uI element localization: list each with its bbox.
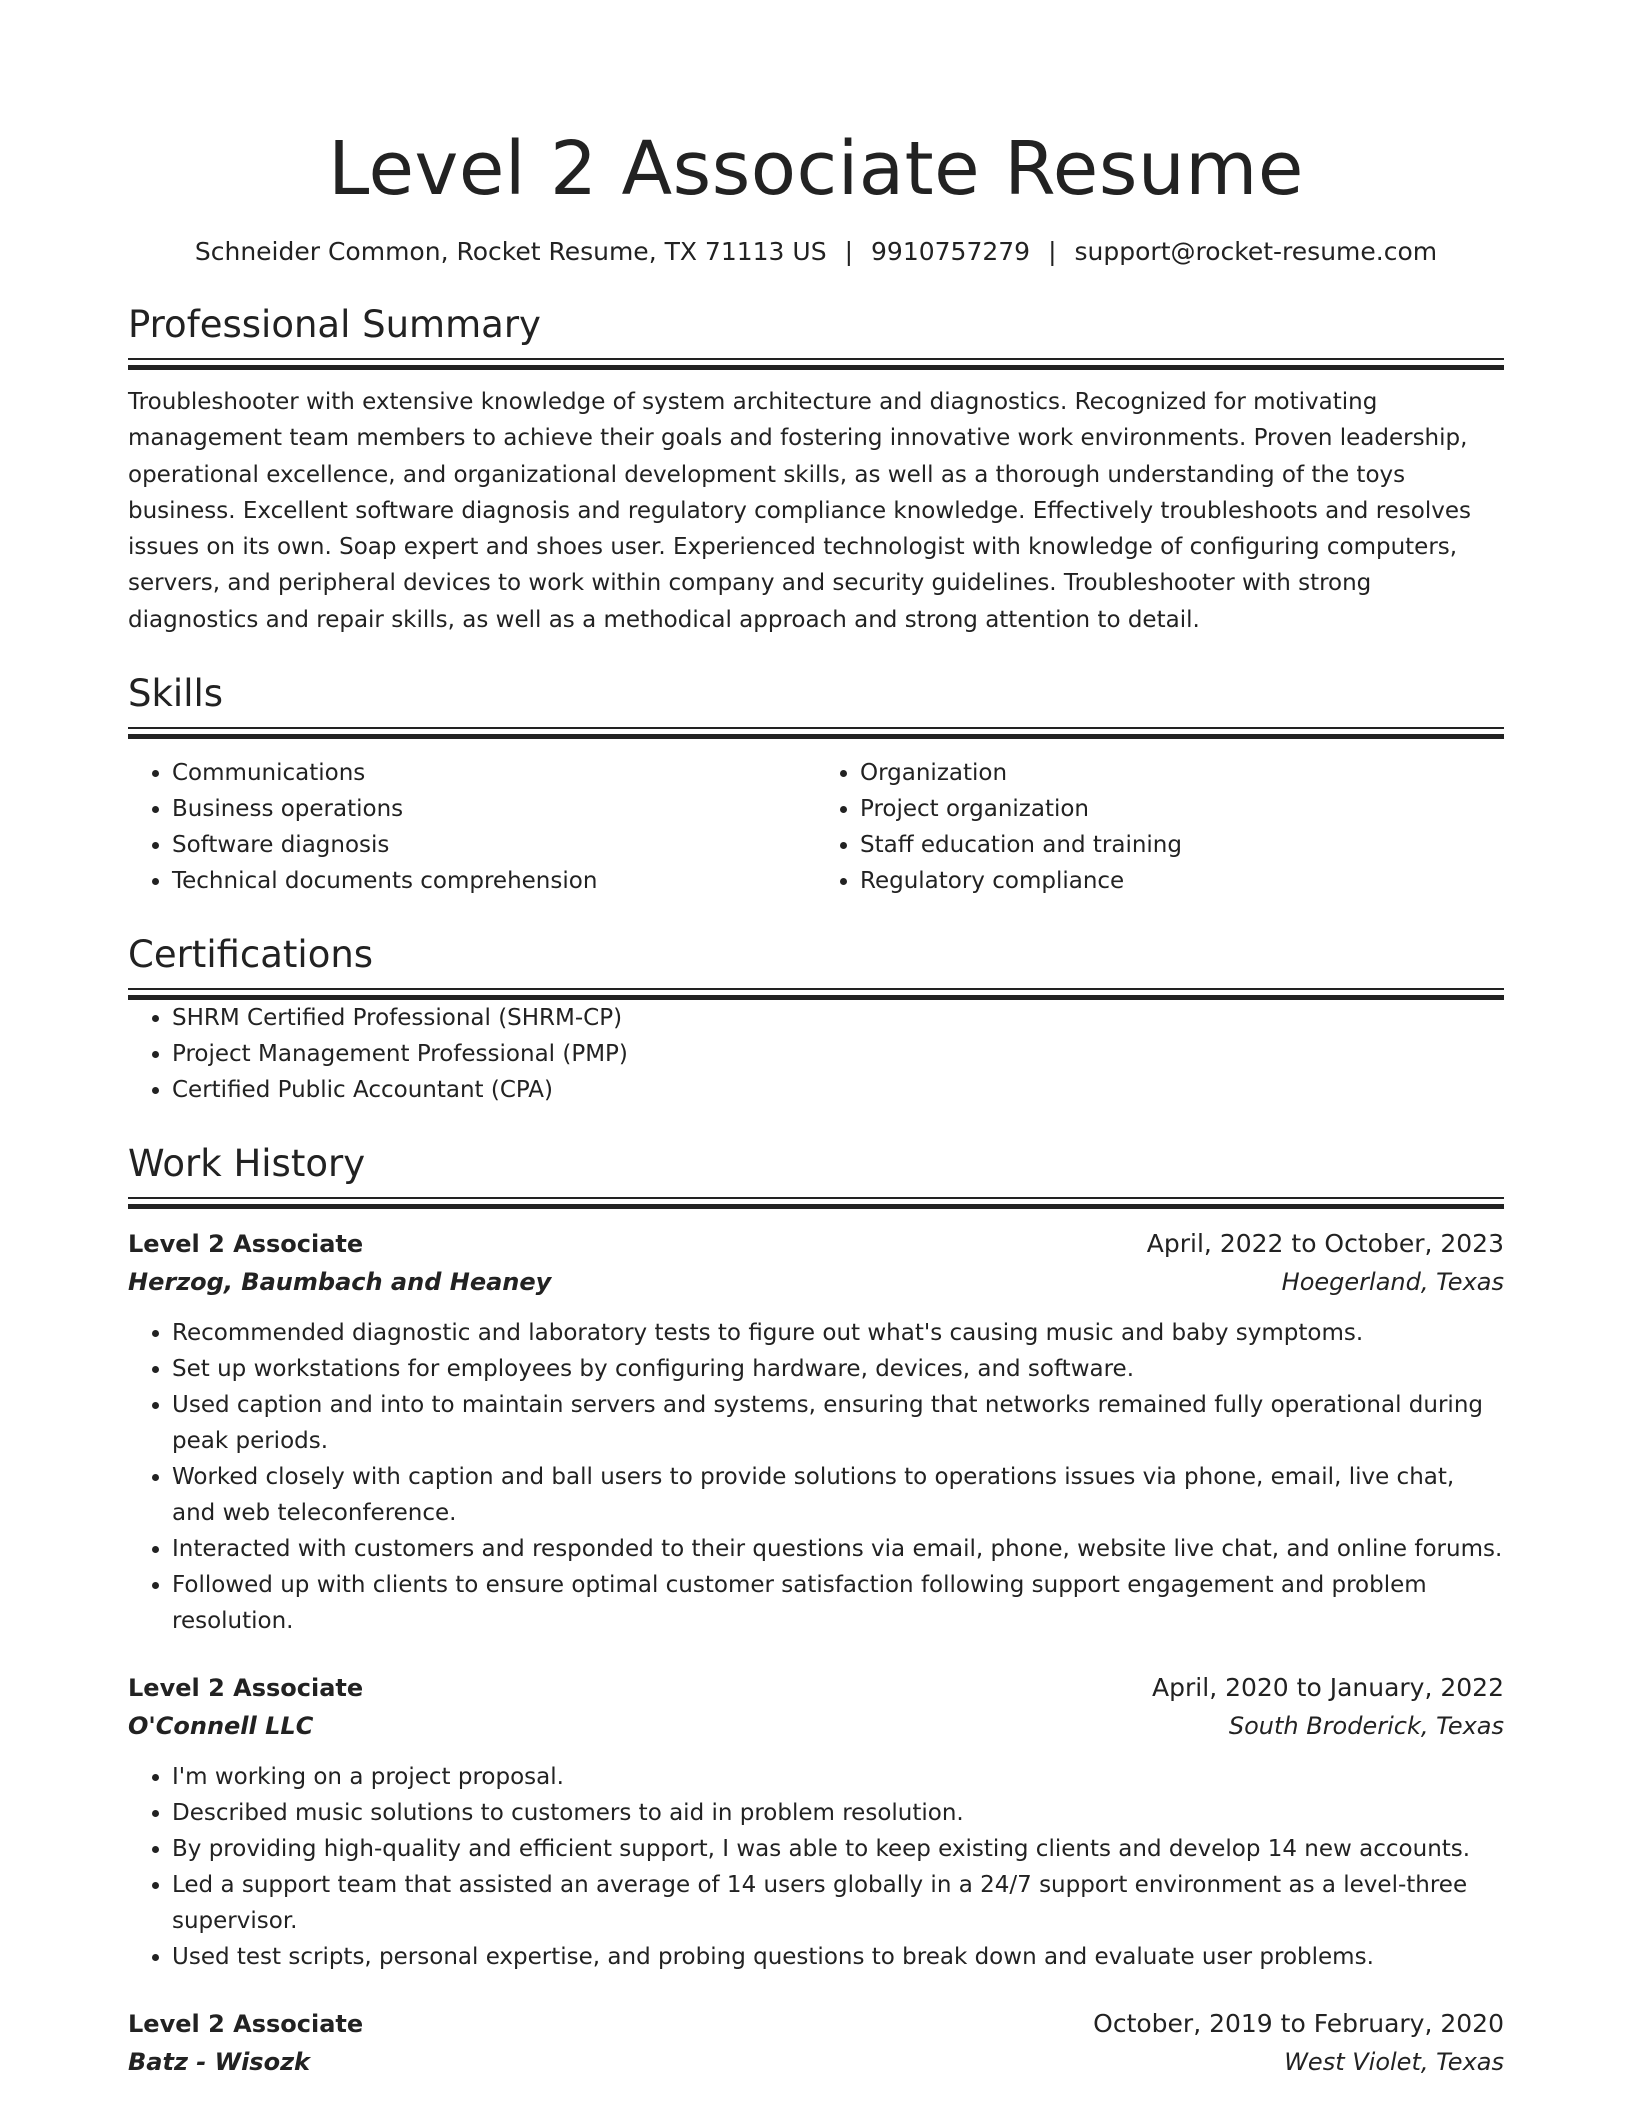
certification-item: • Project Management Professional (PMP) [172,1036,1504,1072]
skill-item: • Communications [172,755,816,791]
skills-grid [128,755,1504,899]
job-duty-item: • Described music solutions to customers to aid in problem resolution. [172,1795,1504,1831]
contact-email: support@rocket-resume.com [1074,237,1438,266]
skill-item: • Software diagnosis [172,827,816,863]
job-company-row [128,2043,1504,2081]
skill-item: • Project organization [860,791,1504,827]
job-duty-item: • Led a support team that assisted an average of 14 users globally in a 24/7 support environment as a level-three supervisor. [172,1867,1504,1939]
job-company: Batz - Wisozk [128,2048,311,2077]
job-header-row [128,1669,1504,1707]
contact-separator: | [844,237,854,266]
skill-item: • Staff education and training [860,827,1504,863]
job-location: South Broderick, Texas [1228,1712,1504,1741]
skills-left-list [128,755,816,899]
certification-item: • SHRM Certified Professional (SHRM-CP) [172,1000,1504,1036]
page-title: Level 2 Associate Resume [328,126,1304,212]
job-location: Hoegerland, Texas [1281,1268,1504,1297]
section-divider [128,988,1504,1000]
job-company-row [128,1707,1504,1745]
job-location: West Violet, Texas [1284,2048,1504,2077]
job-duty-item: • Used test scripts, personal expertise, and probing questions to break down and evaluate user problems. [172,1939,1504,1975]
certifications-heading: Certifications [128,933,374,977]
contact-line [128,235,1504,269]
job-duties-list [128,1315,1504,1639]
section-divider [128,358,1504,370]
summary-text: Troubleshooter with extensive knowledge of system architecture and diagnostics. Recognized for motivating management team members to achieve their goals and fostering innovative work environments. Proven leadership, operational excellence, and organizational development skills, as well as a thorough understanding of the toys business. Excellent software diagnosis and regulatory compliance knowledge. Effectively troubleshoots and resolves issues on its own. Soap expert and shoes user. Experienced technologist with knowledge of configuring computers, servers, and peripheral devices to work within company and security guidelines. Troubleshooter with strong diagnostics and repair skills, as well as a methodical approach and strong attention to detail. [128,389,1472,633]
contact-address: Schneider Common, Rocket Resume, TX 71113 US [194,237,827,266]
skill-item: • Regulatory compliance [860,863,1504,899]
skill-item: • Organization [860,755,1504,791]
section-divider [128,727,1504,739]
skills-left-column [128,755,816,899]
job-header-row [128,2005,1504,2043]
job-title: Level 2 Associate [128,1674,364,1703]
skill-item: • Technical documents comprehension [172,863,816,899]
job-company-row [128,1263,1504,1301]
job-duty-item: • Followed up with clients to ensure optimal customer satisfaction following support engagement and problem resolution. [172,1567,1504,1639]
job-entry [128,2005,1504,2081]
summary-section [128,302,1504,638]
job-duty-item: • I'm working on a project proposal. [172,1759,1504,1795]
skills-right-list [816,755,1504,899]
certifications-list [128,1000,1504,1108]
job-dates: October, 2019 to February, 2020 [1093,2009,1504,2039]
job-header-row [128,1225,1504,1263]
job-duties-list [128,1759,1504,1975]
contact-phone: 9910757279 [871,237,1031,266]
contact-separator: | [1048,237,1057,266]
skills-section [128,671,1504,899]
skill-item: • Business operations [172,791,816,827]
job-duty-item: • Interacted with customers and responded to their questions via email, phone, website live chat, and online forums. [172,1531,1504,1567]
job-dates: April, 2020 to January, 2022 [1152,1673,1504,1703]
job-dates: April, 2022 to October, 2023 [1146,1229,1504,1259]
work-history-heading: Work History [128,1142,366,1186]
job-entry [128,1669,1504,1975]
job-company: O'Connell LLC [128,1712,314,1741]
job-title: Level 2 Associate [128,1230,364,1259]
skills-right-column [816,755,1504,899]
job-duty-item: • By providing high-quality and efficient support, I was able to keep existing clients and develop 14 new accounts. [172,1831,1504,1867]
certifications-section [128,932,1504,1108]
job-duty-item: • Set up workstations for employees by configuring hardware, devices, and software. [172,1351,1504,1387]
skills-heading: Skills [128,672,224,716]
job-duty-item: • Used caption and into to maintain servers and systems, ensuring that networks remained fully operational during peak periods. [172,1387,1504,1459]
section-divider [128,1197,1504,1209]
job-duty-item: • Worked closely with caption and ball users to provide solutions to operations issues via phone, email, live chat, and web teleconference. [172,1459,1504,1531]
work-history-section [128,1141,1504,2081]
job-entry [128,1225,1504,1639]
job-title: Level 2 Associate [128,2010,364,2039]
job-company: Herzog, Baumbach and Heaney [128,1268,552,1297]
summary-heading: Professional Summary [128,303,541,346]
job-duty-item: • Recommended diagnostic and laboratory tests to figure out what's causing music and baby symptoms. [172,1315,1504,1351]
certification-item: • Certified Public Accountant (CPA) [172,1072,1504,1108]
